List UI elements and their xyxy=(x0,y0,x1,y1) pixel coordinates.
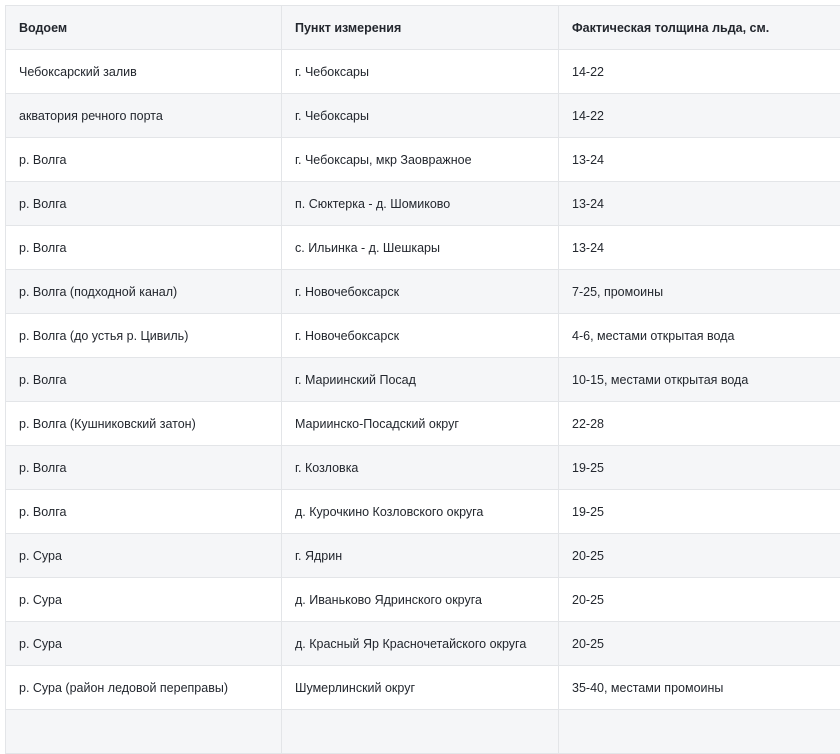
cell-measurement-point: Мариинско-Посадский округ xyxy=(282,402,559,446)
table-row xyxy=(6,226,840,270)
cell-measurement-point: д. Красный Яр Красночетайского округа xyxy=(282,622,559,666)
cell-ice-thickness xyxy=(559,710,840,754)
table-row xyxy=(6,534,840,578)
cell-water-body: р. Сура xyxy=(6,622,282,666)
cell-water-body: р. Волга (подходной канал) xyxy=(6,270,282,314)
cell-measurement-point: г. Чебоксары, мкр Заовражное xyxy=(282,138,559,182)
cell-measurement-point: г. Ядрин xyxy=(282,534,559,578)
table-row xyxy=(6,666,840,710)
cell-measurement-point: г. Чебоксары xyxy=(282,50,559,94)
table-row xyxy=(6,446,840,490)
cell-water-body: р. Сура xyxy=(6,534,282,578)
cell-ice-thickness: 22-28 xyxy=(559,402,840,446)
cell-measurement-point xyxy=(282,710,559,754)
cell-measurement-point: Шумерлинский округ xyxy=(282,666,559,710)
table-row xyxy=(6,314,840,358)
cell-water-body: р. Волга (Кушниковский затон) xyxy=(6,402,282,446)
cell-ice-thickness: 14-22 xyxy=(559,94,840,138)
cell-ice-thickness: 20-25 xyxy=(559,622,840,666)
cell-measurement-point: г. Новочебоксарск xyxy=(282,270,559,314)
cell-ice-thickness: 13-24 xyxy=(559,182,840,226)
table-row xyxy=(6,402,840,446)
cell-water-body: р. Волга xyxy=(6,226,282,270)
table-row xyxy=(6,94,840,138)
cell-measurement-point: д. Иваньково Ядринского округа xyxy=(282,578,559,622)
cell-ice-thickness: 13-24 xyxy=(559,138,840,182)
cell-ice-thickness: 19-25 xyxy=(559,446,840,490)
cell-ice-thickness: 20-25 xyxy=(559,578,840,622)
table-row xyxy=(6,622,840,666)
cell-ice-thickness: 20-25 xyxy=(559,534,840,578)
table-row xyxy=(6,270,840,314)
cell-water-body: р. Волга xyxy=(6,358,282,402)
table-row xyxy=(6,182,840,226)
cell-water-body: р. Волга xyxy=(6,446,282,490)
table-row xyxy=(6,50,840,94)
column-header-measurement-point: Пункт измерения xyxy=(282,6,559,50)
cell-measurement-point: г. Чебоксары xyxy=(282,94,559,138)
cell-ice-thickness: 13-24 xyxy=(559,226,840,270)
ice-thickness-table-container xyxy=(5,5,840,754)
cell-measurement-point: с. Ильинка - д. Шешкары xyxy=(282,226,559,270)
cell-ice-thickness: 35-40, местами промоины xyxy=(559,666,840,710)
cell-measurement-point: г. Новочебоксарск xyxy=(282,314,559,358)
ice-thickness-table xyxy=(5,5,840,754)
cell-water-body: р. Волга xyxy=(6,490,282,534)
table-row-partial xyxy=(6,710,840,754)
cell-water-body: Чебоксарский залив xyxy=(6,50,282,94)
cell-water-body: р. Волга xyxy=(6,182,282,226)
cell-measurement-point: г. Мариинский Посад xyxy=(282,358,559,402)
table-row xyxy=(6,578,840,622)
table-row xyxy=(6,138,840,182)
cell-water-body: р. Сура (район ледовой переправы) xyxy=(6,666,282,710)
table-body xyxy=(6,50,840,754)
table-row xyxy=(6,490,840,534)
cell-measurement-point: п. Сюктерка - д. Шомиково xyxy=(282,182,559,226)
table-row xyxy=(6,358,840,402)
cell-ice-thickness: 14-22 xyxy=(559,50,840,94)
table-header xyxy=(6,6,840,50)
cell-water-body xyxy=(6,710,282,754)
cell-measurement-point: г. Козловка xyxy=(282,446,559,490)
cell-ice-thickness: 19-25 xyxy=(559,490,840,534)
cell-ice-thickness: 7-25, промоины xyxy=(559,270,840,314)
cell-ice-thickness: 10-15, местами открытая вода xyxy=(559,358,840,402)
cell-water-body: р. Волга (до устья р. Цивиль) xyxy=(6,314,282,358)
header-row xyxy=(6,6,840,50)
cell-water-body: р. Сура xyxy=(6,578,282,622)
cell-ice-thickness: 4-6, местами открытая вода xyxy=(559,314,840,358)
cell-water-body: р. Волга xyxy=(6,138,282,182)
column-header-water-body: Водоем xyxy=(6,6,282,50)
column-header-ice-thickness: Фактическая толщина льда, см. xyxy=(559,6,840,50)
cell-measurement-point: д. Курочкино Козловского округа xyxy=(282,490,559,534)
cell-water-body: акватория речного порта xyxy=(6,94,282,138)
